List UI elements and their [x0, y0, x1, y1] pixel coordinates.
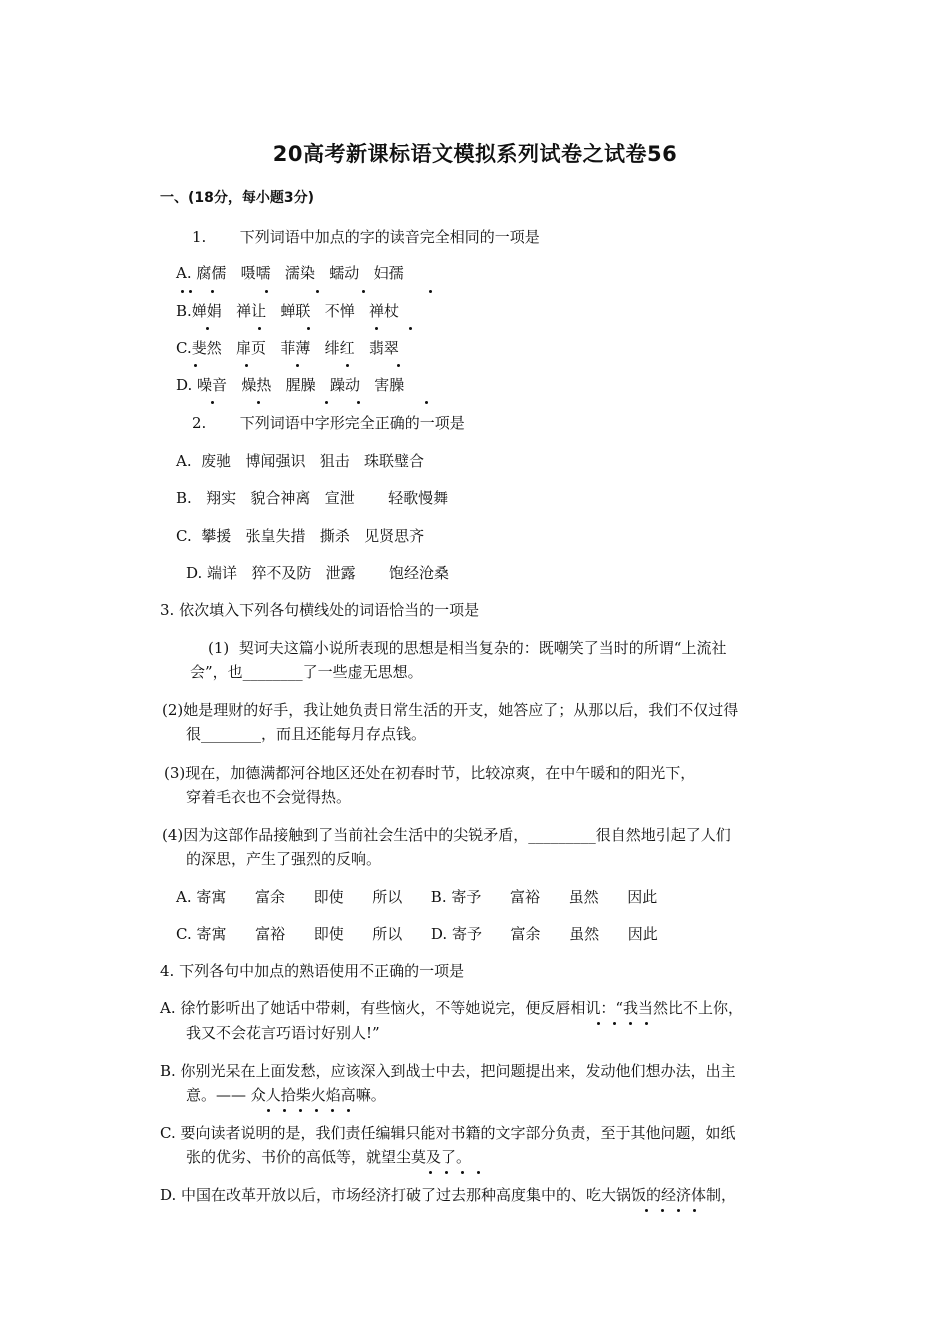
q3-options-cd: C. 寄寓 富裕 即使 所以 D. 寄予 富余 虽然 因此: [176, 925, 658, 943]
q4-option-c-line-1: C. 要向读者说明的是，我们责任编辑只能对书籍的文字部分负责，至于其他问题，如纸: [160, 1124, 736, 1142]
q2-stem: 2. 下列词语中字形完全正确的一项是: [192, 414, 465, 432]
q3-sentence-1-line-2: 会”，也________了一些虚无思想。: [190, 663, 423, 681]
section-heading: 一、(18分，每小题3分): [160, 190, 315, 206]
q4-option-d-line-1: D. 中国在改革开放以后，市场经济打破了过去那种高度集中的、吃大锅饭的经济体制，: [160, 1186, 737, 1204]
q3-sentence-4-line-1: (4)因为这部作品接触到了当前社会生活中的尖锐矛盾，_________很自然地引起了人们: [162, 826, 731, 844]
q1-option-b: B.婵娟 禅让 蝉联 不惮 禅杖: [176, 302, 400, 320]
q1-option-c: C.斐然 扉页 菲薄 绯红 翡翠: [176, 339, 399, 357]
q3-sentence-3-line-2: 穿着毛衣也不会觉得热。: [186, 788, 352, 806]
q1-stem: 1. 下列词语中加点的字的读音完全相同的一项是: [192, 228, 540, 246]
q3-sentence-2-line-2: 很________，而且还能每月存点钱。: [186, 725, 427, 743]
q2-option-a: A. 废驰 博闻强识 狙击 珠联璧合: [176, 452, 425, 470]
q1-option-a: A. 腐儒 嗫嚅 濡染 蠕动 妇孺: [176, 264, 404, 282]
q3-sentence-2-line-1: (2)她是理财的好手，我让她负责日常生活的开支，她答应了；从那以后，我们不仅过得: [162, 701, 739, 719]
q4-stem: 4. 下列各句中加点的熟语使用不正确的一项是: [160, 962, 465, 980]
q3-options-ab: A. 寄寓 富余 即使 所以 B. 寄予 富裕 虽然 因此: [176, 888, 658, 906]
q4-option-c-line-2: 张的优劣、书价的高低等，就望尘莫及了。: [186, 1148, 472, 1166]
q2-option-b: B. 翔实 貌合神离 宣泄 轻歌慢舞: [176, 489, 449, 507]
q4-option-a-line-1: A. 徐竹影听出了她话中带刺，有些恼火，不等她说完，便反唇相讥：“我当然比不上你，: [160, 999, 744, 1017]
q2-option-c: C. 攀援 张皇失措 撕杀 见贤思齐: [176, 527, 425, 545]
q2-option-d: D. 端详 猝不及防 泄露 饱经沧桑: [186, 564, 450, 582]
q4-option-a-line-2: 我又不会花言巧语讨好别人!”: [186, 1024, 380, 1042]
q3-sentence-1-line-1: (1) 契诃夫这篇小说所表现的思想是相当复杂的：既嘲笑了当时的所谓“上流社: [208, 639, 727, 657]
q4-option-b-line-2: 意。—— 众人拾柴火焰高嘛。: [186, 1086, 386, 1104]
q3-sentence-4-line-2: 的深思，产生了强烈的反响。: [186, 850, 382, 868]
q4-option-b-line-1: B. 你别光呆在上面发愁，应该深入到战士中去，把问题提出来，发动他们想办法，出主: [160, 1062, 736, 1080]
page-title: 20高考新课标语文模拟系列试卷之试卷56: [272, 142, 678, 166]
q3-sentence-3-line-1: (3)现在，加德满都河谷地区还处在初春时节，比较凉爽，在中午暖和的阳光下，: [164, 764, 696, 782]
q3-stem: 3. 依次填入下列各句横线处的词语恰当的一项是: [160, 601, 480, 619]
q1-option-d: D. 噪音 燥热 腥臊 躁动 害臊: [176, 376, 405, 394]
